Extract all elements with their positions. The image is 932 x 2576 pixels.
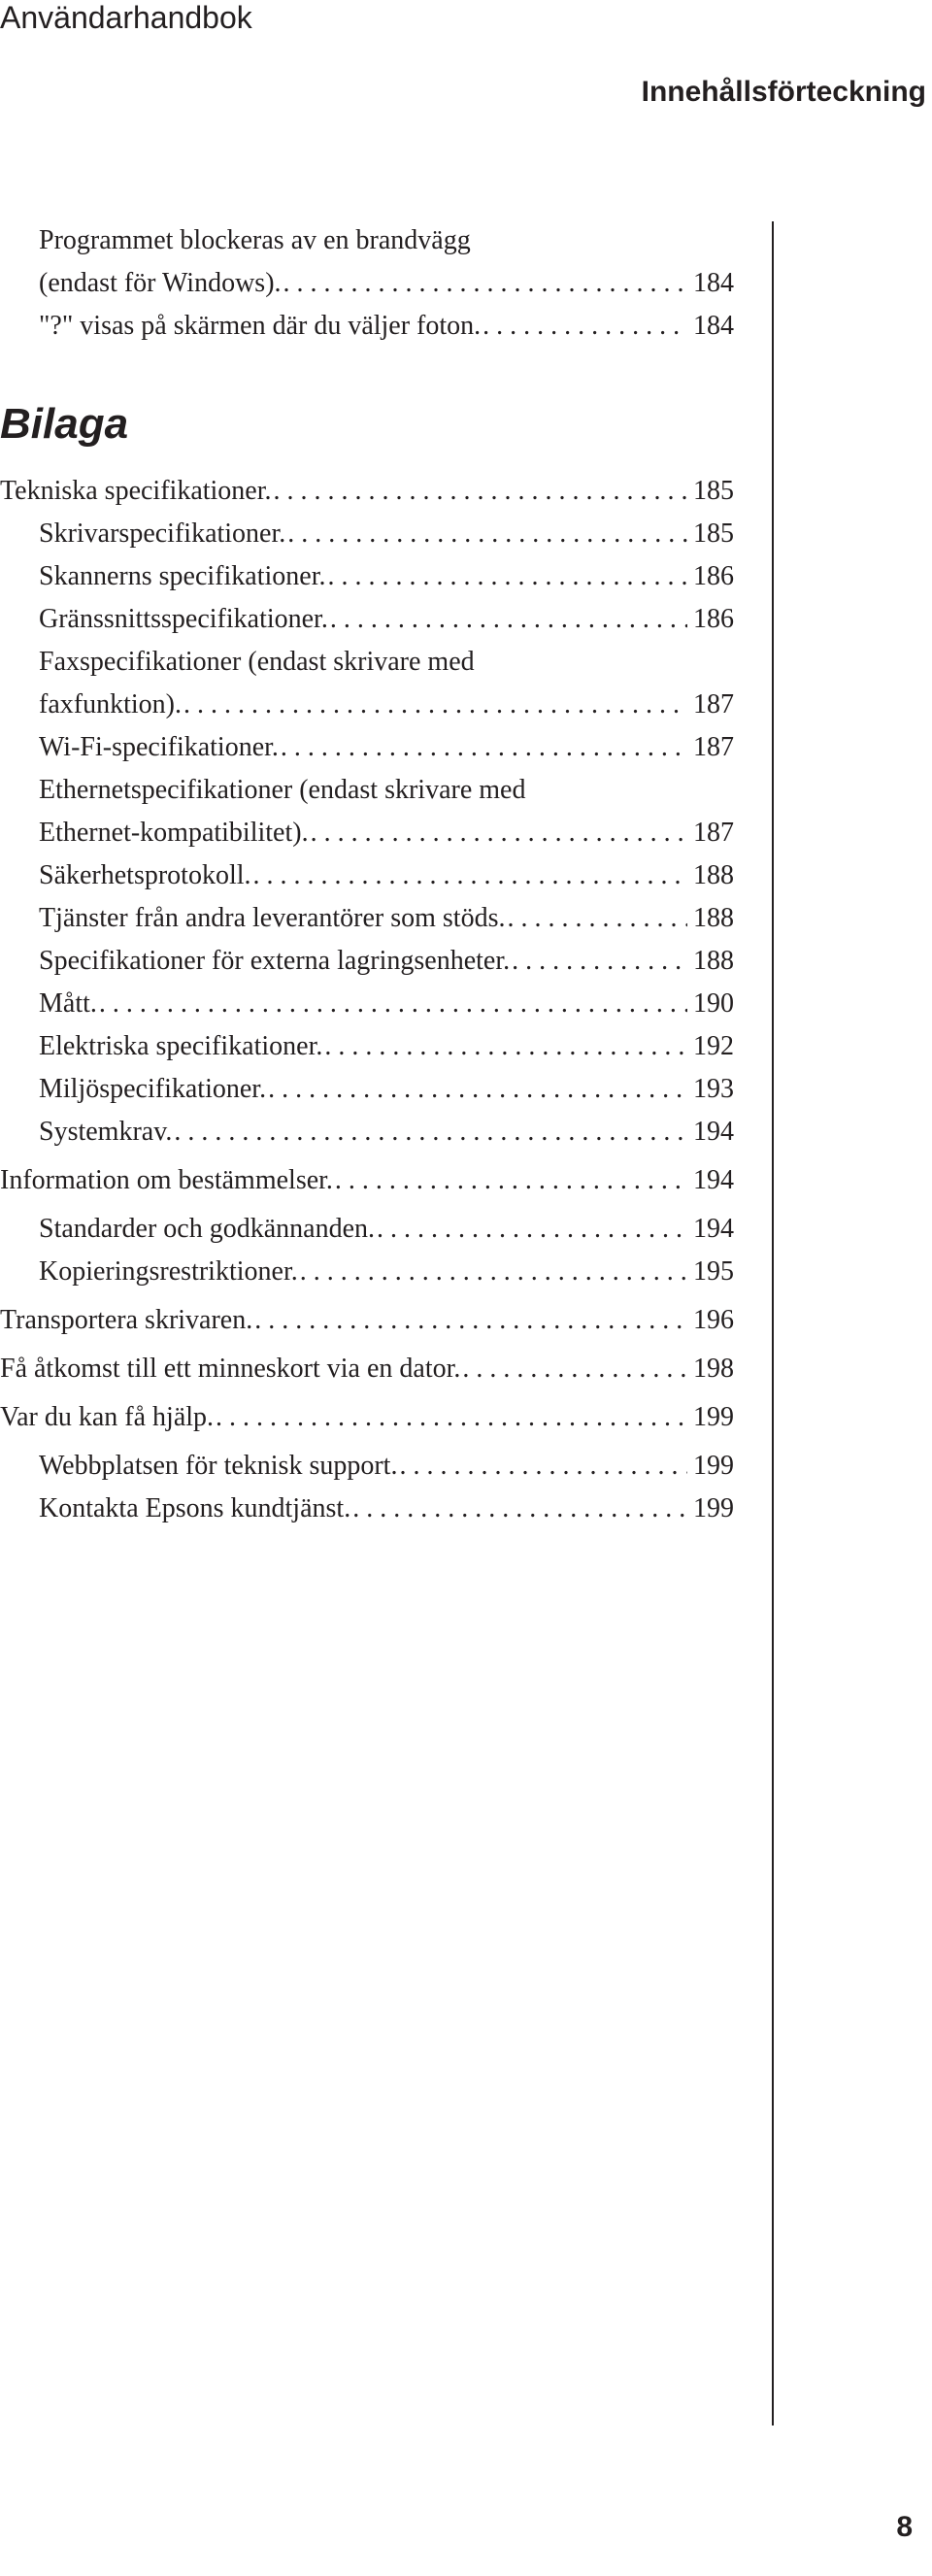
- toc-entry-label: Miljöspecifikationer.: [39, 1074, 267, 1104]
- toc-entry-line1: [39, 769, 734, 812]
- toc-entry-label: "?" visas på skärmen där du väljer foton.: [39, 311, 482, 341]
- toc-entry[interactable]: [0, 1299, 734, 1342]
- toc-entry-line1: [39, 219, 734, 262]
- dot-leader: [328, 598, 687, 641]
- toc-entry[interactable]: [39, 1488, 734, 1530]
- toc-entry[interactable]: [39, 598, 734, 641]
- dot-leader: [510, 940, 687, 983]
- dot-leader: [182, 684, 687, 726]
- toc-page-number: 190: [693, 988, 734, 1019]
- running-head: Användarhandbok: [0, 0, 252, 35]
- toc-entry-label: Gränssnittsspecifikationer.: [39, 604, 328, 634]
- toc-page-number: 187: [693, 818, 734, 848]
- toc-page-number: 186: [693, 561, 734, 591]
- toc-page-number: 196: [693, 1305, 734, 1335]
- toc-page-number: 185: [693, 476, 734, 506]
- section-title: Innehållsförteckning: [641, 76, 926, 108]
- dot-leader: [325, 555, 687, 598]
- toc-entry[interactable]: [39, 1208, 734, 1251]
- toc-entry-line1: [39, 641, 734, 684]
- toc-entry[interactable]: [0, 1396, 734, 1439]
- dot-leader: [282, 262, 687, 305]
- toc-entry-label: Faxspecifikationer (endast skrivare med: [39, 647, 475, 677]
- toc-page-number: 199: [693, 1451, 734, 1481]
- toc-page-number: 184: [693, 268, 734, 298]
- toc-entry-label: Skannerns specifikationer.: [39, 561, 326, 591]
- dot-leader: [298, 1251, 687, 1293]
- toc-entry-label: Elektriska specifikationer.: [39, 1031, 323, 1061]
- toc-page-number: 194: [693, 1214, 734, 1244]
- toc-entry-label: Programmet blockeras av en brandvägg: [39, 225, 471, 255]
- dot-leader: [505, 897, 687, 940]
- toc-entry-label: Få åtkomst till ett minneskort via en dator.: [0, 1354, 461, 1384]
- toc-entry-label: (endast för Windows).: [39, 268, 282, 298]
- toc-entry-label: Mått.: [39, 988, 97, 1019]
- toc-page-number: 192: [693, 1031, 734, 1061]
- toc-entry-label: Kopieringsrestriktioner.: [39, 1256, 298, 1287]
- toc-entry[interactable]: [39, 940, 734, 983]
- toc-entry-label: Webbplatsen för teknisk support.: [39, 1451, 398, 1481]
- dot-leader: [172, 1111, 687, 1154]
- toc-entry[interactable]: [0, 1159, 734, 1202]
- dot-leader: [279, 726, 687, 769]
- toc-page-number: 199: [693, 1402, 734, 1432]
- toc-entry-label: Wi-Fi-specifikationer.: [39, 732, 279, 762]
- toc-page-number: 199: [693, 1493, 734, 1523]
- toc-entry[interactable]: [39, 726, 734, 769]
- toc-entry-label: Transportera skrivaren.: [0, 1305, 253, 1335]
- dot-leader: [322, 1025, 687, 1068]
- toc-entry[interactable]: [39, 513, 734, 555]
- toc-entry-label: Standarder och godkännanden.: [39, 1214, 375, 1244]
- toc-page-number: 198: [693, 1354, 734, 1384]
- page-number: 8: [896, 2511, 913, 2543]
- toc-entry-label: Skrivarspecifikationer.: [39, 519, 286, 549]
- toc-entry-label: Tjänster från andra leverantörer som stöds.: [39, 903, 506, 933]
- toc-page-number: 187: [693, 732, 734, 762]
- dot-leader: [252, 1299, 687, 1342]
- toc-entry[interactable]: [39, 555, 734, 598]
- toc-entry-label: Ethernetspecifikationer (endast skrivare med: [39, 775, 526, 805]
- toc-page-number: 186: [693, 604, 734, 634]
- toc-page-number: 185: [693, 519, 734, 549]
- toc-page-number: 195: [693, 1256, 734, 1287]
- toc-page-number: 188: [693, 903, 734, 933]
- toc-entry-label: faxfunktion).: [39, 689, 182, 719]
- toc-entry[interactable]: [39, 897, 734, 940]
- toc-entry-label: Var du kan få hjälp.: [0, 1402, 215, 1432]
- toc-entry[interactable]: [39, 1068, 734, 1111]
- dot-leader: [251, 854, 687, 897]
- toc-page-number: 187: [693, 689, 734, 719]
- dot-leader: [375, 1208, 687, 1251]
- toc-entry-label: Tekniska specifikationer.: [0, 476, 272, 506]
- dot-leader: [350, 1488, 687, 1530]
- toc-entry[interactable]: [39, 1445, 734, 1488]
- toc-entry[interactable]: [39, 812, 734, 854]
- toc-entry-label: Specifikationer för externa lagringsenheter.: [39, 946, 511, 976]
- chapter-title[interactable]: Bilaga: [0, 400, 129, 448]
- toc-entry[interactable]: [39, 854, 734, 897]
- dot-leader: [272, 470, 687, 513]
- dot-leader: [309, 812, 687, 854]
- dot-leader: [214, 1396, 687, 1439]
- toc-entry[interactable]: [39, 1111, 734, 1154]
- dot-leader: [285, 513, 687, 555]
- toc-entry-label: Säkerhetsprotokoll.: [39, 860, 251, 890]
- dot-leader: [460, 1348, 687, 1390]
- toc-page-number: 188: [693, 946, 734, 976]
- toc-page-number: 193: [693, 1074, 734, 1104]
- dot-leader: [333, 1159, 687, 1202]
- toc-page-number: 188: [693, 860, 734, 890]
- dot-leader: [481, 305, 687, 348]
- column-divider: [772, 221, 774, 2425]
- toc-entry[interactable]: [0, 1348, 734, 1390]
- toc-entry-label: Kontakta Epsons kundtjänst.: [39, 1493, 351, 1523]
- toc-entry[interactable]: [39, 262, 734, 305]
- toc-page-number: 184: [693, 311, 734, 341]
- toc-entry[interactable]: [39, 983, 734, 1025]
- toc-entry[interactable]: [39, 1251, 734, 1293]
- toc-page-number: 194: [693, 1165, 734, 1195]
- toc-entry-label: Information om bestämmelser.: [0, 1165, 333, 1195]
- dot-leader: [97, 983, 687, 1025]
- toc-entry[interactable]: [39, 305, 734, 348]
- dot-leader: [397, 1445, 687, 1488]
- toc-entry[interactable]: [39, 684, 734, 726]
- toc-entry[interactable]: [0, 470, 734, 513]
- toc-entry-label: Systemkrav.: [39, 1117, 173, 1147]
- toc-entry-label: Ethernet-kompatibilitet).: [39, 818, 309, 848]
- toc-page-number: 194: [693, 1117, 734, 1147]
- toc-entry[interactable]: [39, 1025, 734, 1068]
- dot-leader: [266, 1068, 687, 1111]
